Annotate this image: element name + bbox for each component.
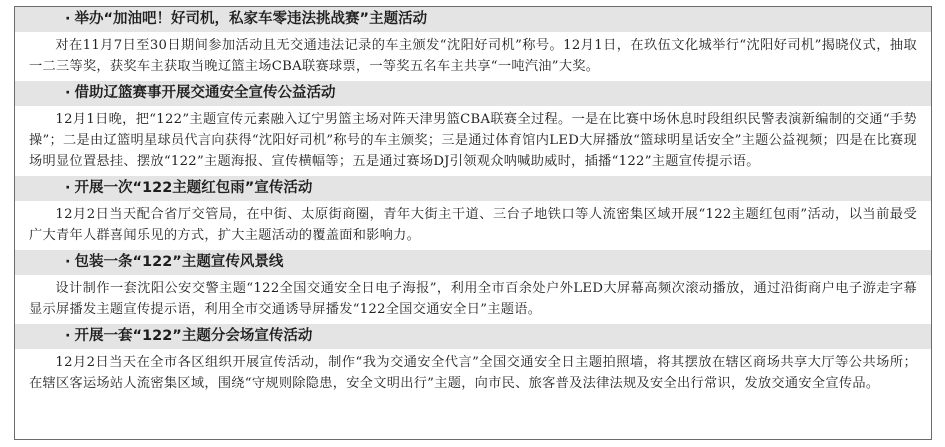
section-4 — [15, 250, 931, 324]
section-title: 包装一条“122”主题宣传风景线 — [74, 254, 284, 270]
section-1 — [15, 7, 931, 81]
bullet-dot: · — [65, 180, 71, 196]
section-3 — [15, 176, 931, 250]
section-header — [15, 324, 931, 349]
section-body: 对在11月7日至30日期间参加活动且无交通违法记录的车主颁发“沈阳好司机”称号。12月1日，在玖伍文化城举行“沈阳好司机”揭晓仪式，抽取一二三等奖，获奖车主获取当晚辽篮主场CBA联赛球票，一等奖五名车主共享“一吨汽油”大奖。 — [29, 38, 917, 74]
section-2 — [15, 81, 931, 176]
section-header — [15, 7, 931, 32]
article-box — [14, 6, 932, 440]
section-body: 设计制作一套沈阳公安交警主题“122全国交通安全日电子海报”，利用全市百余处户外LED大屏幕高频次滚动播放，通过沿街商户电子游走字幕显示屏播发主题宣传提示语，利用全市交通诱导屏播发“122全国交通安全日”主题语。 — [29, 281, 917, 317]
section-title: 借助辽篮赛事开展交通安全宣传公益活动 — [74, 85, 336, 101]
bullet-dot: · — [65, 11, 71, 27]
section-title: 举办“加油吧！好司机，私家车零违法挑战赛”主题活动 — [74, 11, 428, 27]
section-body: 12月1日晚，把“122”主题宣传元素融入辽宁男篮主场对阵天津男篮CBA联赛全过程。一是在比赛中场休息时段组织民警表演新编制的交通“手势操”；二是由辽篮明星球员代言向获得“沈阳好司机”称号的车主颁奖；三是通过体育馆内LED大屏播放“篮球明星话安全”主题公益视频；四是在比赛现场明显位置悬挂、摆放“122”主题海报、宣传横幅等；五是通过赛场DJ引领观众呐喊助威时，插播“122”主题宣传提示语。 — [29, 112, 917, 169]
section-title: 开展一次“122主题红包雨”宣传活动 — [74, 180, 313, 196]
section-body: 12月2日当天配合省厅交管局，在中街、太原街商圈，青年大街主干道、三台子地铁口等人流密集区域开展“122主题红包雨”活动，以当前最受广大青年人群喜闻乐见的方式，扩大主题活动的覆盖面和影响力。 — [29, 207, 917, 243]
section-header — [15, 250, 931, 275]
bullet-dot: · — [65, 328, 71, 344]
section-body: 12月2日当天在全市各区组织开展宣传活动，制作“我为交通安全代言”全国交通安全日主题拍照墙，将其摆放在辖区商场共享大厅等公共场所；在辖区客运场站人流密集区域，围绕“守规则除隐患，安全文明出行”主题，向市民、旅客普及法律法规及安全出行常识，发放交通安全宣传品。 — [29, 355, 917, 391]
section-5 — [15, 324, 931, 398]
section-title: 开展一套“122”主题分会场宣传活动 — [74, 328, 313, 344]
bullet-dot: · — [65, 254, 71, 270]
section-header — [15, 81, 931, 106]
bullet-dot: · — [65, 85, 71, 101]
section-header — [15, 176, 931, 201]
